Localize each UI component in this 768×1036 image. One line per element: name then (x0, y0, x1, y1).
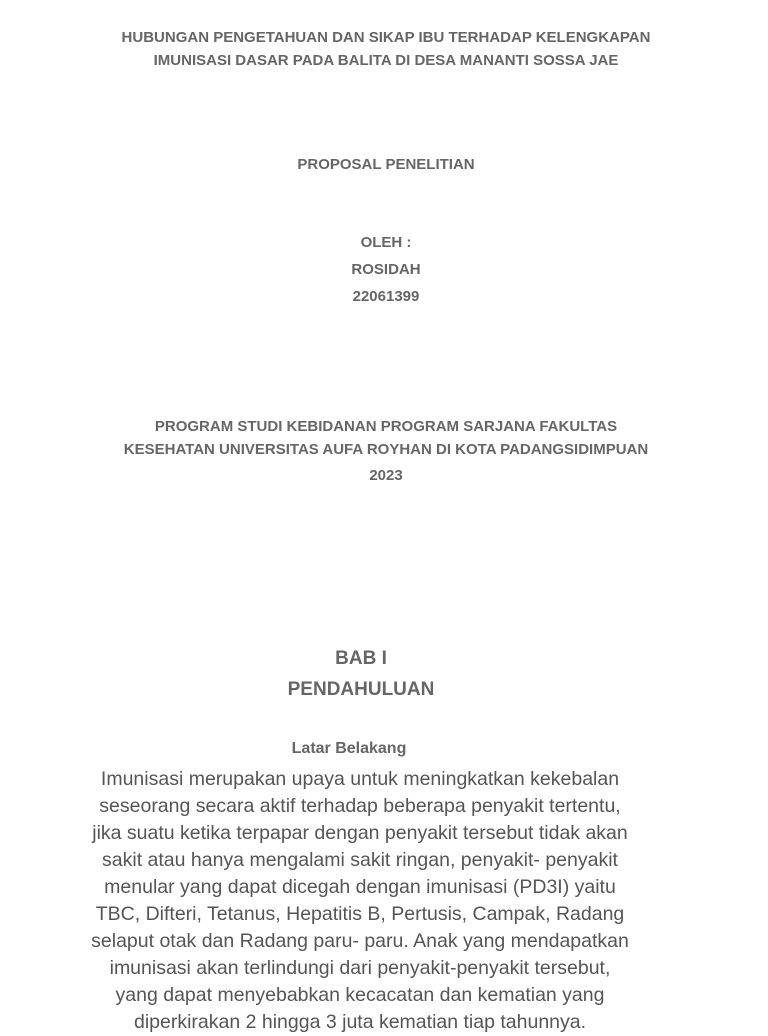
student-id: 22061399 (352, 288, 420, 305)
paragraph-line: selaput otak dan Radang paru- paru. Anak yang mendapatkan (91, 930, 629, 952)
institution-line-2: KESEHATAN UNIVERSITAS AUFA ROYHAN DI KOTA PADANGSIDIMPUAN (123, 441, 649, 458)
paragraph-line: diperkirakan 2 hingga 3 juta kematian tiap tahunnya. (133, 1011, 587, 1033)
paragraph-line: seseorang secara aktif terhadap beberapa penyakit tertentu, (99, 795, 621, 817)
paragraph-line: jika suatu ketika terpapar dengan penyakit tersebut tidak akan (92, 822, 628, 844)
cover-year: 2023 (369, 467, 403, 484)
chapter-title: PENDAHULUAN (287, 679, 435, 700)
paragraph-line: imunisasi akan terlindungi dari penyakit-penyakit tersebut, (109, 957, 611, 979)
cover-title-line-1: HUBUNGAN PENGETAHUAN DAN SIKAP IBU TERHADAP KELENGKAPAN (121, 29, 651, 46)
section-heading: Latar Belakang (291, 740, 407, 757)
by-label: OLEH : (360, 234, 412, 251)
chapter-number: BAB I (335, 648, 387, 669)
paragraph-line: Imunisasi merupakan upaya untuk meningkatkan kekebalan (100, 768, 620, 790)
institution-line-1: PROGRAM STUDI KEBIDANAN PROGRAM SARJANA FAKULTAS (154, 418, 618, 435)
paragraph-line: menular yang dapat dicegah dengan imunisasi (PD3I) yaitu (104, 876, 616, 898)
paragraph-line: TBC, Difteri, Tetanus, Hepatitis B, Pertusis, Campak, Radang (95, 903, 625, 925)
author-name: ROSIDAH (351, 261, 421, 278)
paragraph-line: sakit atau hanya mengalami sakit ringan, penyakit- penyakit (102, 849, 618, 871)
cover-title-line-2: IMUNISASI DASAR PADA BALITA DI DESA MANANTI SOSSA JAE (153, 52, 619, 69)
paragraph-line: yang dapat menyebabkan kecacatan dan kematian yang (115, 984, 605, 1006)
document-type: PROPOSAL PENELITIAN (297, 156, 475, 173)
